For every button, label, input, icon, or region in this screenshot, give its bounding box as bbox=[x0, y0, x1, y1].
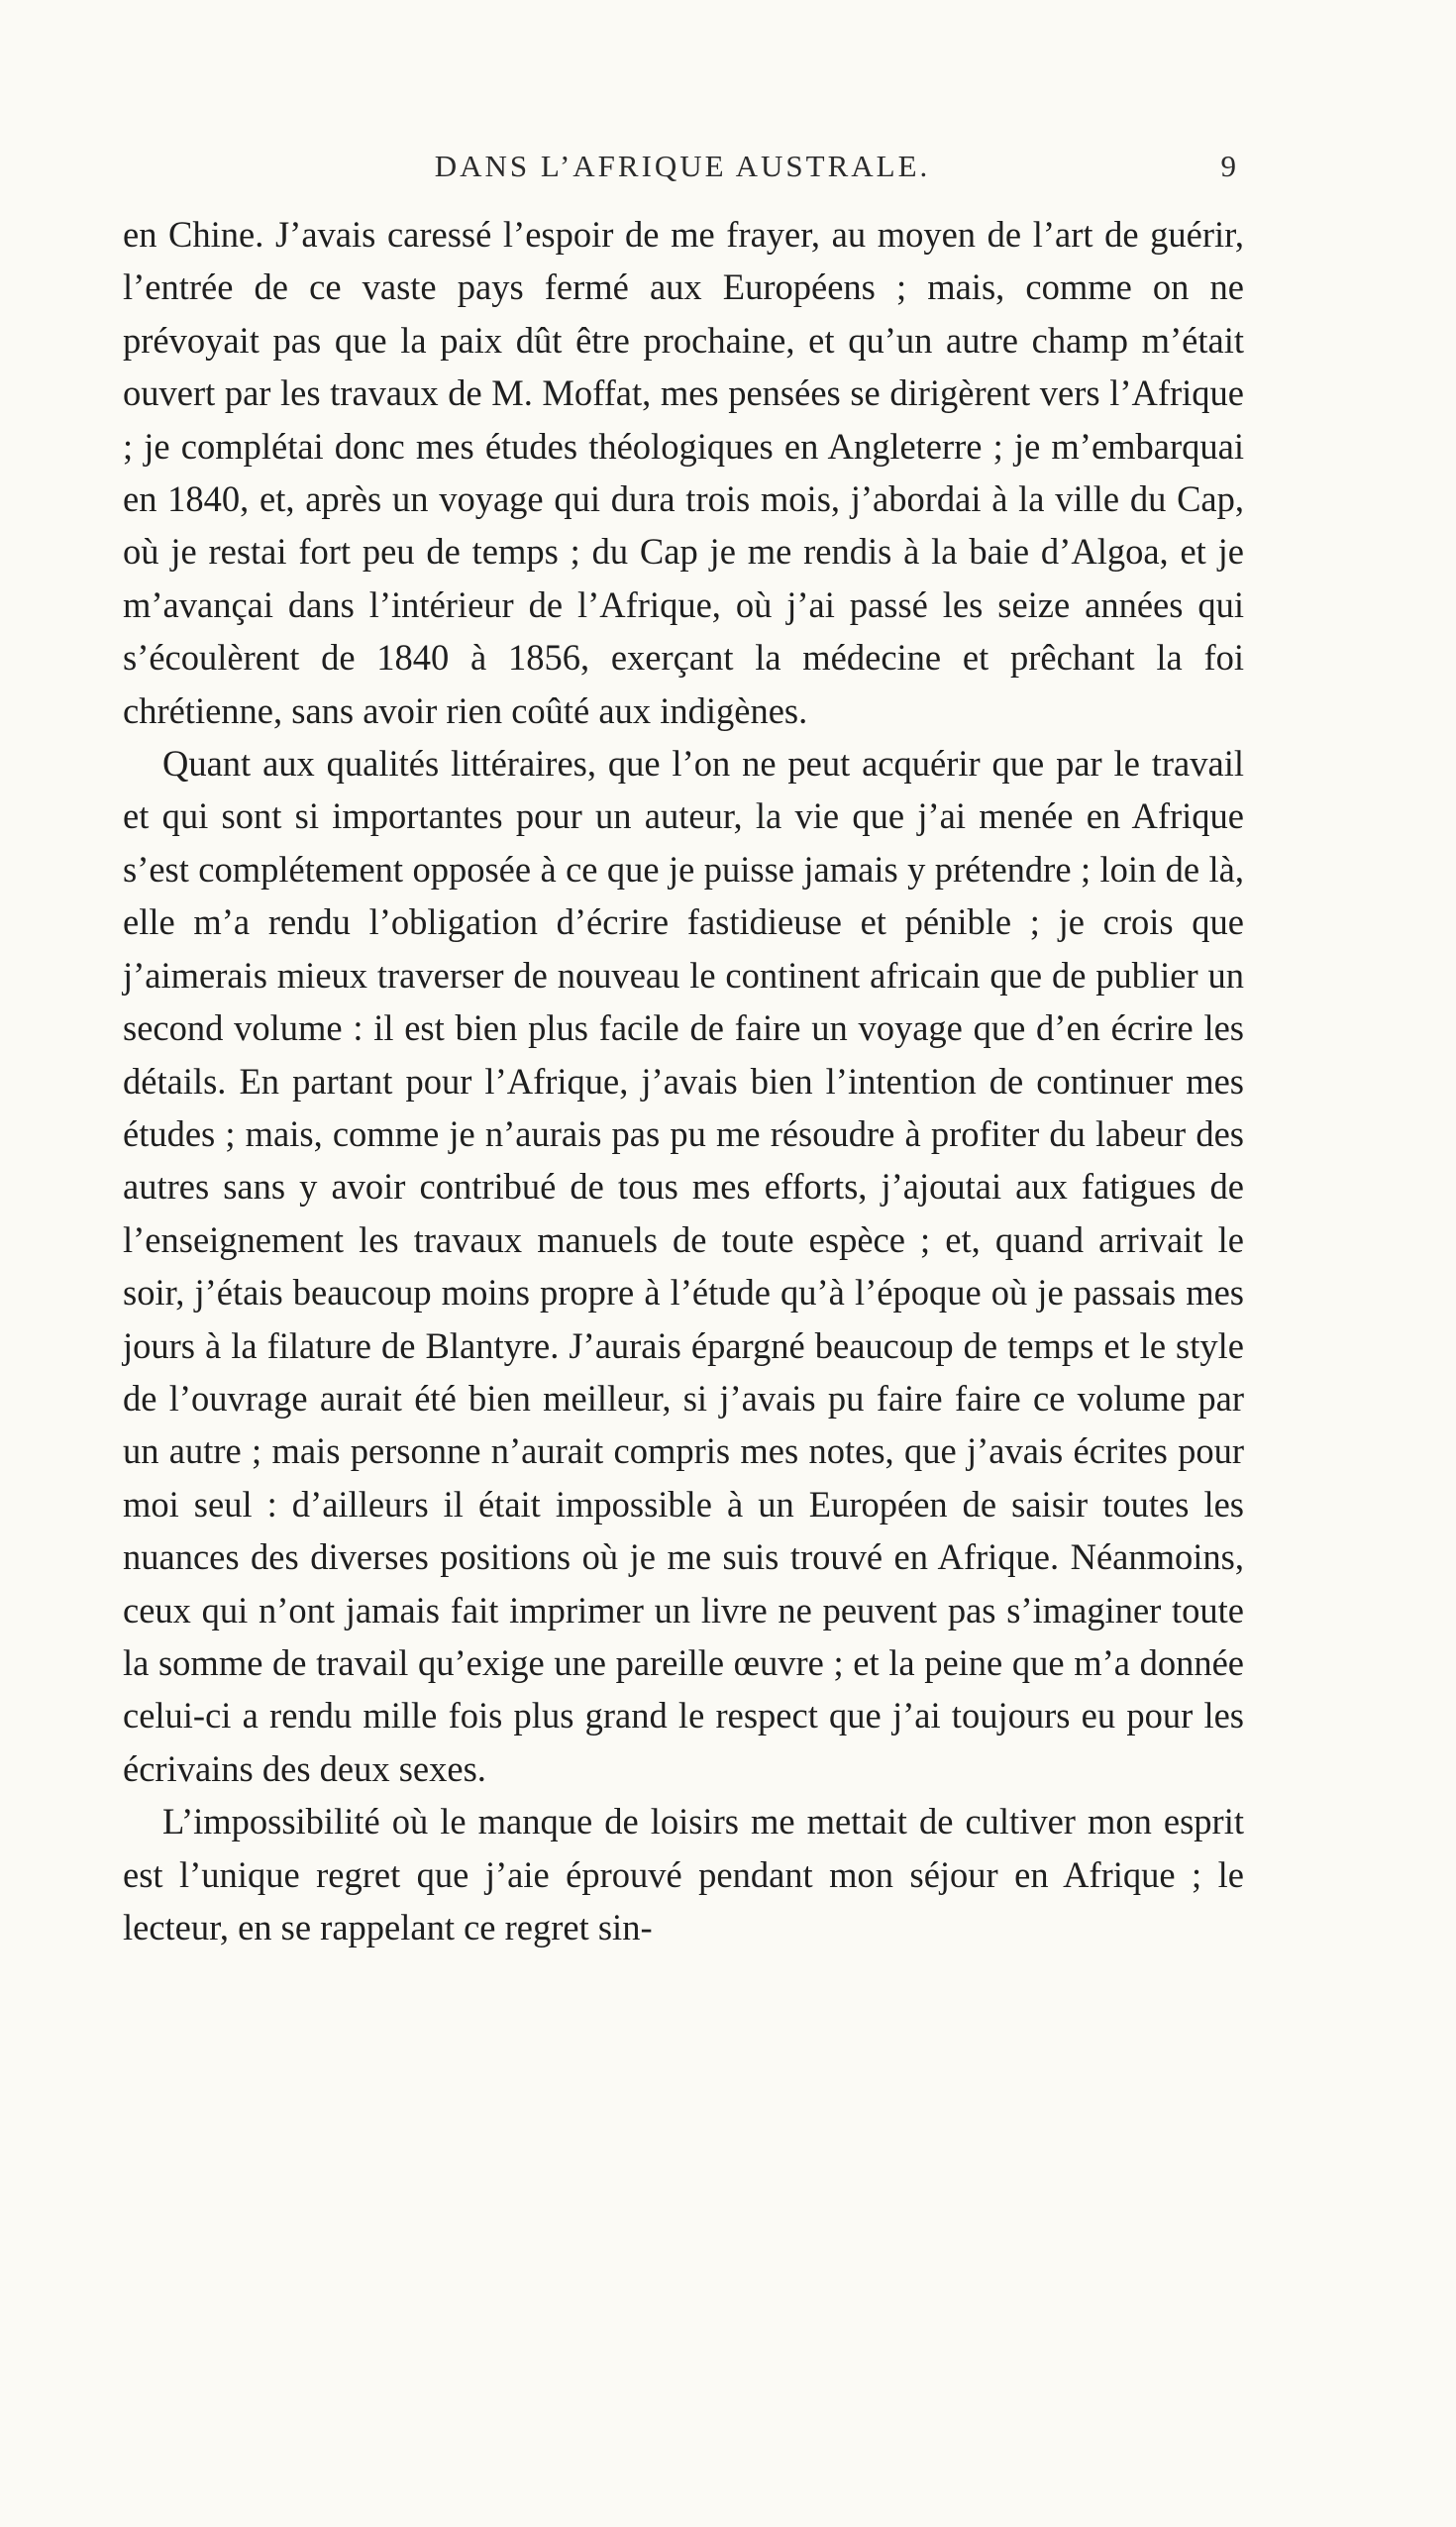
running-title: DANS L’AFRIQUE AUSTRALE. bbox=[434, 149, 931, 183]
paragraph-2: Quant aux qualités littéraires, que l’on ne peut acquérir que par le travail et qui sont si importantes pour un auteur, la vie que j’ai menée en Afrique s’est complétement opposée à ce que je puisse jamais y prétendre ; loin de là, elle m’a rendu l’obligation d’écrire fastidieuse et pénible ; je crois que j’aimerais mieux traverser de nouveau le continent africain que de publier un second volume : il est bien plus facile de faire un voyage que d’en écrire les détails. En partant pour l’Afrique, j’avais bien l’intention de continuer mes études ; mais, comme je n’aurais pas pu me résoudre à profiter du labeur des autres sans y avoir contribué de tous mes efforts, j’ajoutai aux fatigues de l’enseignement les travaux manuels de toute espèce ; et, quand arrivait le soir, j’étais beaucoup moins propre à l’étude qu’à l’époque où je passais mes jours à la filature de Blantyre. J’aurais épargné beaucoup de temps et le style de l’ouvrage aurait été bien meilleur, si j’avais pu faire faire ce volume par un autre ; mais personne n’aurait compris mes notes, que j’avais écrites pour moi seul : d’ailleurs il était impossible à un Européen de saisir toutes les nuances des diverses positions où je me suis trouvé en Afrique. Néanmoins, ceux qui n’ont jamais fait imprimer un livre ne peuvent pas s’imaginer toute la somme de travail qu’exige une pareille œuvre ; et la peine que m’a donnée celui-ci a rendu mille fois plus grand le respect que j’ai toujours eu pour les écrivains des deux sexes. bbox=[123, 743, 1244, 1789]
page-header bbox=[123, 149, 1242, 192]
page-number: 9 bbox=[1220, 149, 1236, 183]
paragraph-3: L’impossibilité où le manque de loisirs me mettait de cultiver mon esprit est l’unique regret que j’aie éprouvé pendant mon séjour en Afrique ; le lecteur, en se rappelant ce regret sin- bbox=[123, 1801, 1244, 1948]
paragraph-1: en Chine. J’avais caressé l’espoir de me frayer, au moyen de l’art de guérir, l’entrée de ce vaste pays fermé aux Européens ; mais, comme on ne prévoyait pas que la paix dût être prochaine, et qu’un autre champ m’était ouvert par les travaux de M. Moffat, mes pensées se dirigèrent vers l’Afrique ; je complétai donc mes études théologiques en Angleterre ; je m’embarquai en 1840, et, après un voyage qui dura trois mois, j’abordai à la ville du Cap, où je restai fort peu de temps ; du Cap je me rendis à la baie d’Algoa, et je m’avançai dans l’intérieur de l’Afrique, où j’ai passé les seize années qui s’écoulèrent de 1840 à 1856, exerçant la médecine et prêchant la foi chrétienne, sans avoir rien coûté aux indigènes. bbox=[123, 214, 1244, 731]
page-text bbox=[123, 208, 1244, 1953]
